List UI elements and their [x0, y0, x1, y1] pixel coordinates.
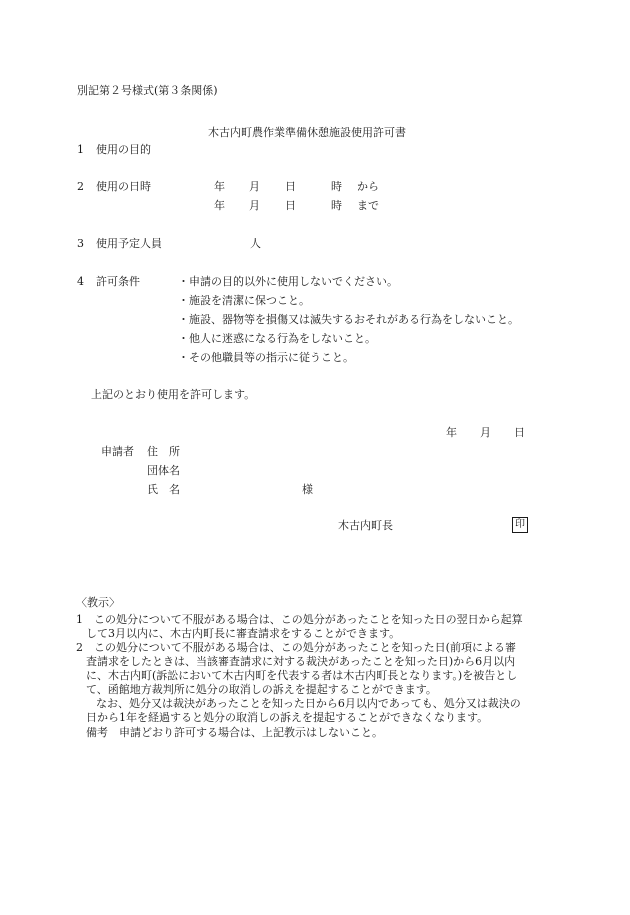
datetime-year: 年 — [214, 180, 225, 193]
permission-statement: 上記のとおり使用を許可します。 — [91, 388, 256, 401]
instruction-line: 査請求をしたときは、当該審査請求に対する裁決があったことを知った日)から6月以内 — [86, 655, 516, 668]
datetime-suffix: まで — [357, 199, 379, 212]
people-unit: 人 — [250, 237, 261, 250]
condition-item: ・申請の目的以外に使用しないでください。 — [178, 275, 398, 288]
item-number: 4 — [77, 275, 84, 288]
condition-item: ・その他職員等の指示に従うこと。 — [178, 351, 354, 364]
item-number: 1 — [77, 143, 84, 156]
datetime-day: 日 — [285, 199, 296, 212]
instruction-line: 2 この処分について不服がある場合は、この処分があったことを知った日(前項による審 — [76, 641, 516, 654]
date-day: 日 — [514, 426, 525, 439]
seal-mark: 印 — [512, 517, 528, 533]
item-label: 使用の目的 — [96, 143, 151, 156]
item-label: 使用予定人員 — [96, 237, 162, 250]
condition-item: ・施設を清潔に保つこと。 — [178, 294, 310, 307]
item-label: 許可条件 — [96, 275, 140, 288]
instruction-line: 1 この処分について不服がある場合は、この処分があったことを知った日の翌日から起算 — [76, 613, 523, 626]
instruction-line: なお、処分又は裁決があったことを知った日から6月以内であっても、処分又は裁決の — [96, 697, 521, 710]
datetime-hour: 時 — [331, 199, 342, 212]
datetime-year: 年 — [214, 199, 225, 212]
item-number: 2 — [77, 180, 84, 193]
condition-item: ・他人に迷惑になる行為をしないこと。 — [178, 332, 376, 345]
datetime-month: 月 — [249, 180, 260, 193]
honorific: 様 — [302, 483, 313, 496]
remark: 備考 申請どおり許可する場合は、上記教示はしないこと。 — [86, 726, 383, 739]
date-month: 月 — [480, 426, 491, 439]
item-label: 使用の日時 — [96, 180, 151, 193]
instruction-line: て、函館地方裁判所に処分の取消しの訴えを提起することができます。 — [86, 683, 437, 696]
instruction-line: 日から1年を経過すると処分の取消しの訴えを提起することができなくなります。 — [86, 711, 489, 724]
applicant-label: 申請者 — [101, 445, 134, 458]
datetime-day: 日 — [285, 180, 296, 193]
document-title: 木古内町農作業準備休憩施設使用許可書 — [208, 126, 406, 139]
instruction-line: に、木古内町(訴訟において木古内町を代表する者は木古内町長となります。)を被告とし — [86, 669, 518, 682]
address-label: 住 所 — [147, 445, 180, 458]
name-label: 氏 名 — [147, 483, 180, 496]
org-label: 団体名 — [147, 464, 180, 477]
date-year: 年 — [446, 426, 457, 439]
instruction-line: して3月以内に、木古内町長に審査請求をすることができます。 — [86, 627, 401, 640]
instruction-heading: 〈教示〉 — [76, 596, 120, 609]
issuer-name: 木古内町長 — [338, 519, 393, 532]
form-label: 別記第２号様式(第３条関係) — [77, 84, 218, 97]
condition-item: ・施設、器物等を損傷又は滅失するおそれがある行為をしないこと。 — [178, 313, 519, 326]
datetime-hour: 時 — [331, 180, 342, 193]
datetime-month: 月 — [249, 199, 260, 212]
datetime-suffix: から — [357, 180, 379, 193]
item-number: 3 — [77, 237, 84, 250]
